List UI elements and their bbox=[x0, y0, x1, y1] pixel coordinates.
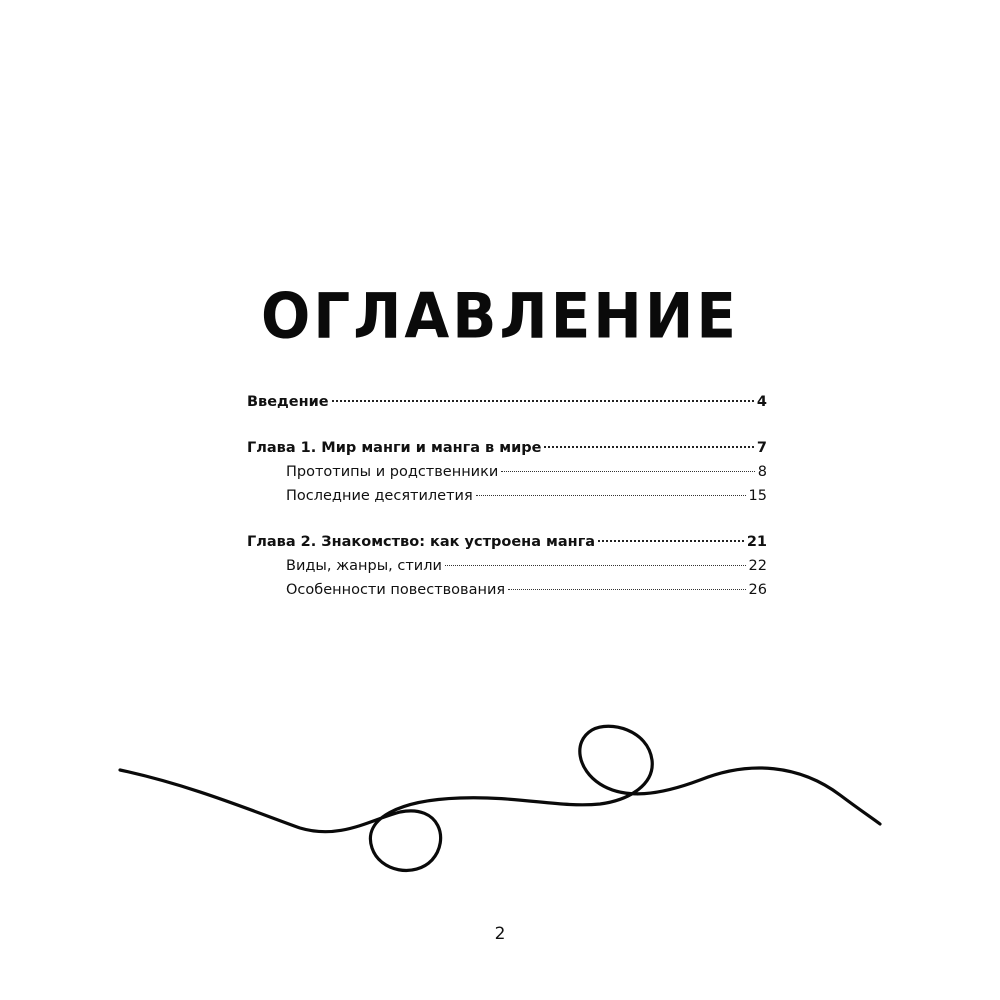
toc-entry-label: Особенности повествования bbox=[286, 582, 506, 598]
toc-entry-page: 15 bbox=[748, 488, 767, 504]
dot-leader bbox=[501, 471, 754, 472]
toc-entry-label: Последние десятилетия bbox=[286, 488, 473, 504]
toc-entry-chapter-2[interactable] bbox=[247, 530, 767, 554]
dot-leader bbox=[544, 446, 753, 448]
dot-leader bbox=[508, 589, 745, 590]
toc-entry-intro[interactable] bbox=[247, 390, 767, 414]
toc-entry-types-genres[interactable] bbox=[247, 554, 767, 578]
toc-entry-narrative[interactable] bbox=[247, 578, 767, 602]
toc-entry-label: Введение bbox=[247, 394, 329, 410]
decorative-squiggle-line bbox=[0, 700, 1000, 900]
toc-entry-label: Глава 2. Знакомство: как устроена манга bbox=[247, 534, 596, 550]
dot-leader bbox=[476, 495, 746, 496]
toc-entry-chapter-1[interactable] bbox=[247, 436, 767, 460]
toc-entry-page: 8 bbox=[757, 464, 767, 480]
dot-leader bbox=[598, 540, 744, 542]
toc-entry-page: 4 bbox=[756, 394, 767, 410]
table-of-contents bbox=[247, 390, 767, 602]
toc-entry-label: Глава 1. Мир манги и манга в мире bbox=[247, 440, 542, 456]
page-title: ОГЛАВЛЕНИЕ bbox=[260, 279, 740, 353]
toc-entry-page: 22 bbox=[748, 558, 767, 574]
toc-entry-label: Прототипы и родственники bbox=[286, 464, 499, 480]
page-number: 2 bbox=[494, 924, 506, 944]
toc-entry-label: Виды, жанры, стили bbox=[286, 558, 442, 574]
toc-entry-recent-decades[interactable] bbox=[247, 484, 767, 508]
dot-leader bbox=[332, 400, 754, 402]
dot-leader bbox=[445, 565, 746, 566]
toc-entry-page: 26 bbox=[748, 582, 767, 598]
toc-entry-page: 21 bbox=[746, 534, 767, 550]
toc-entry-prototypes[interactable] bbox=[247, 460, 767, 484]
toc-entry-page: 7 bbox=[756, 440, 767, 456]
